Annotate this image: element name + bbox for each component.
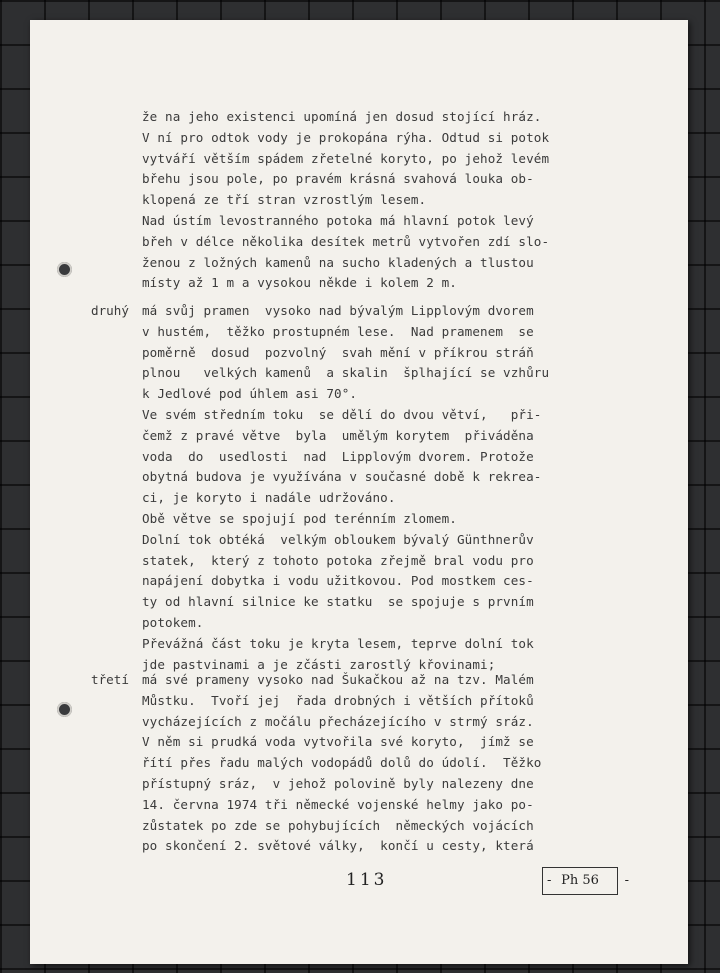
text-line: napájení dobytka i vodu užitkovou. Pod mostkem ces-: [142, 573, 534, 589]
text-line: statek, který z tohoto potoka zřejmě bral vodu pro: [142, 552, 534, 568]
text-line: místy až 1 m a vysokou někde i kolem 2 m.: [142, 275, 457, 291]
text-line: vytváří větším spádem zřetelné koryto, po jehož levém: [142, 150, 550, 166]
text-line: Ve svém středním toku se dělí do dvou větví, při-: [142, 407, 542, 422]
text-line: obytná budova je využívána v současné době k rekrea-: [142, 469, 542, 485]
text-line: plnou velkých kamenů a skalin šplhající se vzhůru: [142, 365, 550, 381]
text-line: klopená ze tří stran vzrostlým lesem.: [142, 192, 427, 208]
text-line: jde pastvinami a je zčásti zarostlý křovinami;: [142, 656, 496, 672]
text-line: voda do usedlosti nad Lipplovým dvorem. Protože: [142, 448, 534, 464]
text-line: ženou z ložných kamenů na sucho kladených a tlustou: [142, 254, 534, 270]
page-number: 113: [346, 870, 388, 890]
punch-hole-top: [57, 262, 72, 277]
archive-tag: - Ph 56 -: [542, 867, 618, 895]
text-line: po skončení 2. světové války, končí u cesty, která: [142, 838, 534, 854]
text-line: Dolní tok obtéká velkým obloukem bývalý Günthnerův: [142, 531, 534, 547]
section-label-treti: třetí: [91, 672, 129, 687]
text-line: řítí přes řadu malých vodopádů dolů do údolí. Těžko: [142, 755, 542, 771]
text-line: ty od hlavní silnice ke statku se spojuje s prvním: [142, 594, 534, 610]
text-line: V něm si prudká voda vytvořila své koryto, jímž se: [142, 734, 534, 750]
text-line: má svůj pramen vysoko nad bývalým Lipplovým dvorem: [142, 303, 534, 318]
text-line: v hustém, těžko prostupném lese. Nad pramenem se: [142, 323, 534, 339]
text-line: Můstku. Tvoří jej řada drobných i větších přítoků: [142, 692, 534, 708]
text-line: ci, je koryto i nadále udržováno.: [142, 490, 396, 506]
text-line: poměrně dosud pozvolný svah mění v příkrou stráň: [142, 344, 534, 360]
text-line: má své prameny vysoko nad Šukačkou až na tzv. Malém: [142, 672, 534, 687]
text-line: Obě větve se spojují pod terénním zlomem.: [142, 511, 457, 526]
text-line: Převážná část toku je kryta lesem, teprve dolní tok: [142, 635, 534, 651]
text-line: přístupný sráz, v jehož polovině byly nalezeny dne: [142, 776, 534, 791]
text-line: V ní pro odtok vody je prokopána rýha. Odtud si potok: [142, 129, 550, 145]
text-line: vycházejících z močálu přecházejícího v strmý sráz.: [142, 713, 534, 729]
text-line: břeh v délce několika desítek metrů vytvořen zdí slo-: [142, 233, 550, 249]
text-line: potokem.: [142, 615, 204, 630]
section-label-druhy: druhý: [91, 303, 129, 318]
text-line: že na jeho existenci upomíná jen dosud stojící hráz.: [142, 109, 542, 124]
text-line: Nad ústím levostranného potoka má hlavní potok levý: [142, 213, 534, 228]
text-line: zůstatek po zde se pohybujících německých vojácích: [142, 817, 534, 833]
text-line: čemž z pravé větve byla umělým korytem přiváděna: [142, 427, 534, 443]
text-line: 14. června 1974 tři německé vojenské helmy jako po-: [142, 796, 534, 812]
text-line: k Jedlové pod úhlem asi 70°.: [142, 386, 358, 402]
punch-hole-bottom: [57, 702, 72, 717]
text-line: břehu jsou pole, po pravém krásná svahová louka ob-: [142, 171, 534, 187]
